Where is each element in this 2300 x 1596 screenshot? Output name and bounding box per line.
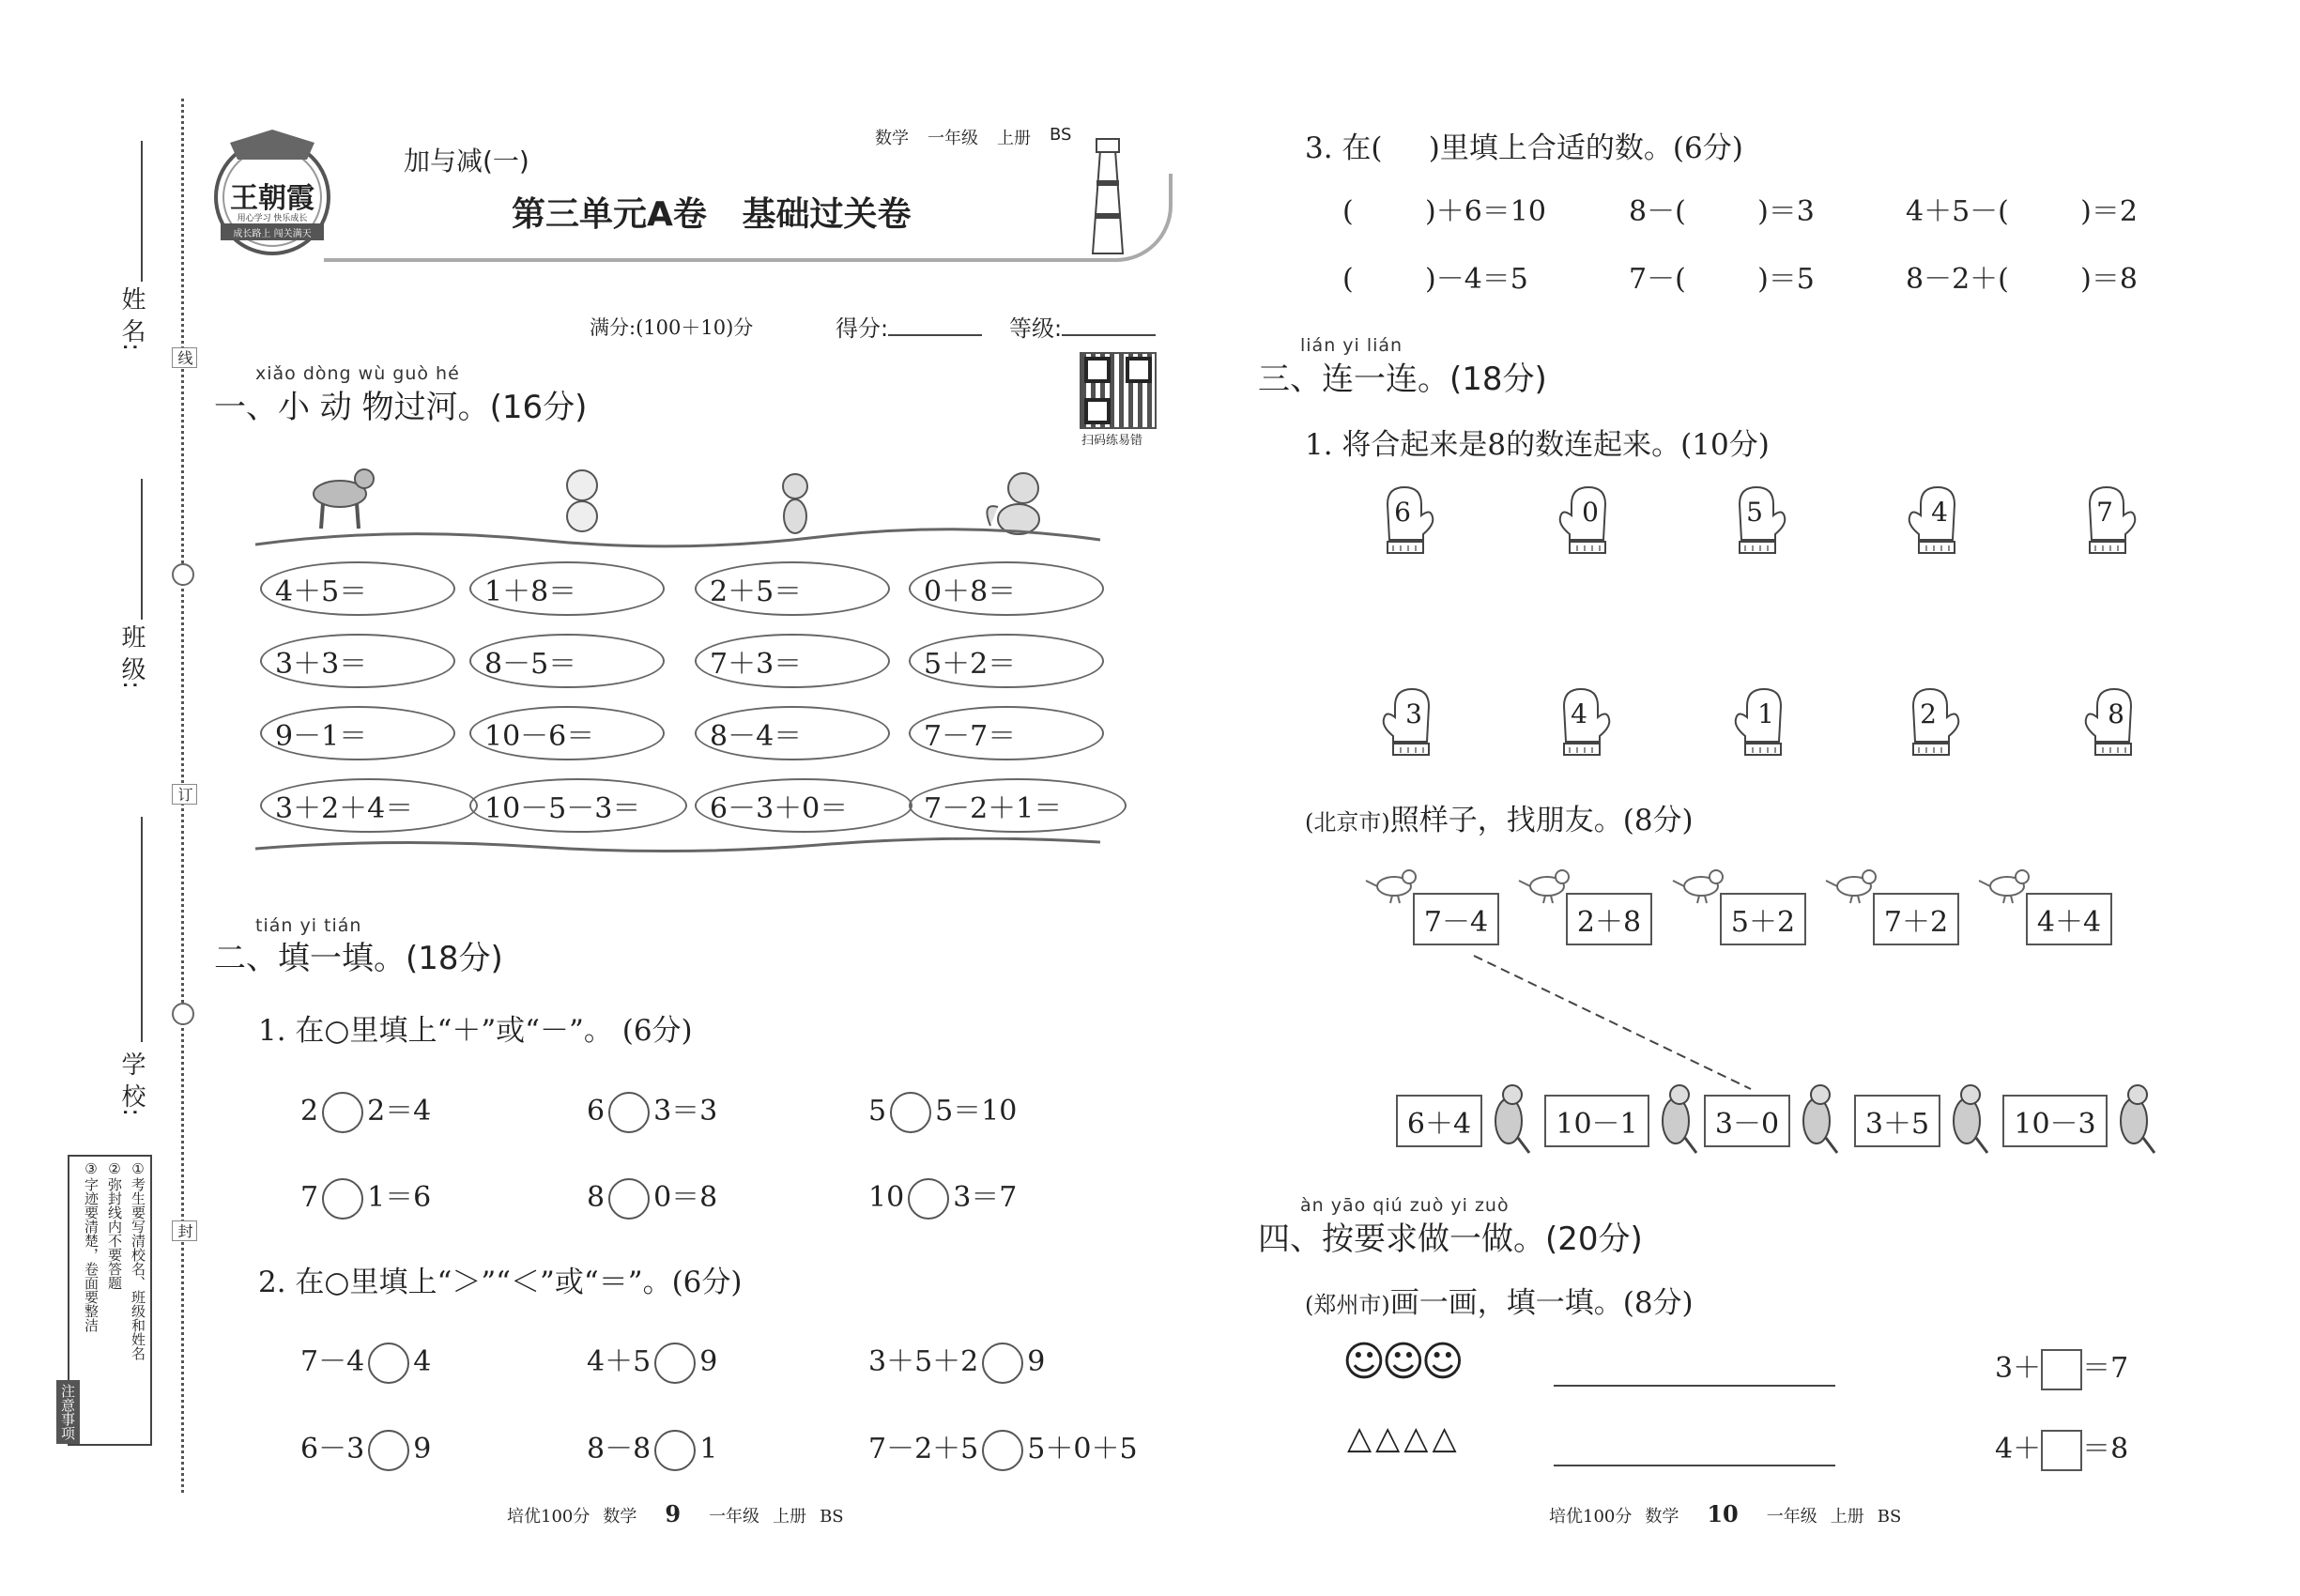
compare-circle[interactable] [982, 1343, 1023, 1384]
mitten-number: 0 [1582, 497, 1599, 528]
meta-subject: 数学 [875, 129, 909, 148]
operator-circle[interactable] [608, 1092, 650, 1133]
footer-grade: 一年级 [709, 1507, 760, 1527]
compare-equation [300, 1425, 431, 1471]
mitten-number: 3 [1405, 698, 1422, 729]
stone-expression[interactable]: 7－2＋1＝ [909, 778, 1127, 833]
equation-2: 4＋ ＝8 [1995, 1425, 2128, 1471]
blank-equation[interactable]: 8－( )＝3 [1629, 195, 1815, 228]
school-label: 学 校: [117, 1051, 146, 1117]
blank-equation[interactable]: 4＋5－( )＝2 [1906, 195, 2138, 228]
binding-hole-icon [172, 1003, 194, 1025]
triangle-icons: △△△△ [1347, 1420, 1461, 1457]
stone-expression[interactable]: 10－6＝ [469, 706, 665, 760]
binding-mark-ding: 订 [172, 784, 197, 805]
grade-label: 等级: [1009, 310, 1156, 343]
stone-expression[interactable]: 6－3＋0＝ [695, 778, 912, 833]
top-expression-box[interactable]: 7＋2 [1873, 893, 1959, 945]
s4-q1-text: (郑州市)画一画，填一填。(8分) [1305, 1286, 1694, 1320]
blank-equation[interactable]: ( )＋6＝10 [1342, 195, 1546, 228]
subject-meta [875, 125, 1071, 149]
city-tag: (北京市) [1305, 809, 1390, 836]
mitten-icon[interactable] [2082, 483, 2139, 557]
bottom-expression-box[interactable]: 3－0 [1704, 1095, 1790, 1147]
bottom-expression-box[interactable]: 10－1 [1544, 1095, 1649, 1147]
page-number: 10 [1707, 1500, 1739, 1527]
operand: 8 [587, 1181, 606, 1214]
animal-horse-icon [300, 458, 380, 533]
top-expression-box[interactable]: 4＋4 [2026, 893, 2112, 945]
blank-equation[interactable]: 7－( )＝5 [1629, 263, 1815, 296]
section4-title: 四、按要求做一做。(20分) [1258, 1220, 1643, 1258]
school-line[interactable] [141, 817, 143, 1042]
operator-circle[interactable] [322, 1092, 363, 1133]
operand: 10 [868, 1181, 905, 1214]
compare-circle[interactable] [368, 1343, 409, 1384]
compare-equation [300, 1338, 431, 1384]
section3-pinyin: lián yi lián [1300, 335, 1403, 356]
smiley-icons: ☺☺☺ [1342, 1338, 1461, 1386]
equation-1: 3＋ ＝7 [1995, 1344, 2128, 1390]
mitten-number: 7 [2096, 497, 2113, 528]
result: 3＝7 [953, 1181, 1018, 1214]
stone-expression[interactable]: 4＋5＝ [260, 561, 455, 616]
mitten-number: 8 [2108, 698, 2124, 729]
score-field[interactable] [888, 312, 982, 336]
blank-equation[interactable]: 8－2＋( )＝8 [1906, 263, 2138, 296]
operator-circle[interactable] [890, 1092, 931, 1133]
page-title: 第三单元A卷 基础过关卷 [512, 195, 912, 234]
mitten-icon[interactable] [2082, 685, 2139, 759]
stone-expression[interactable]: 7＋3＝ [695, 634, 890, 688]
draw-line-2[interactable] [1554, 1465, 1835, 1466]
section2-title: 二、填一填。(18分) [214, 940, 503, 977]
mitten-icon[interactable] [1380, 685, 1436, 759]
stone-expression[interactable]: 8－5＝ [469, 634, 665, 688]
stone-expression[interactable]: 9－1＝ [260, 706, 455, 760]
mitten-number: 2 [1920, 698, 1937, 729]
example-dashed-line [1464, 948, 1765, 1098]
section3-title: 三、连一连。(18分) [1258, 361, 1547, 398]
left-operand: 4＋5 [587, 1345, 652, 1378]
parrot-icon [1792, 1080, 1845, 1155]
operator-circle[interactable] [608, 1178, 650, 1220]
left-operand: 8－8 [587, 1433, 652, 1466]
river-top-wave [255, 526, 1100, 554]
circle-equation [868, 1087, 1017, 1133]
lighthouse-icon [1080, 131, 1136, 258]
unit-subtitle: 加与减(一) [404, 146, 529, 176]
stone-expression[interactable]: 2＋5＝ [695, 561, 890, 616]
mitten-icon[interactable] [1732, 685, 1788, 759]
right-operand: 9 [413, 1433, 432, 1466]
bottom-expression-box[interactable]: 10－3 [2002, 1095, 2108, 1147]
grade-field[interactable] [1062, 312, 1156, 336]
section1-pinyin: xiǎo dòng wù guò hé [255, 363, 460, 384]
class-line[interactable] [141, 479, 143, 620]
qr-code-icon[interactable] [1080, 352, 1157, 429]
class-label: 班 级: [117, 624, 146, 690]
operator-circle[interactable] [908, 1178, 949, 1220]
meta-grade: 一年级 [928, 129, 978, 148]
blank-equation[interactable]: ( )－4＝5 [1342, 263, 1528, 296]
s2-q3-text: 3. 在( )里填上合适的数。(6分) [1305, 131, 1743, 165]
operand: 7 [300, 1181, 319, 1214]
circle-equation [300, 1174, 431, 1220]
stone-expression[interactable]: 7－7＝ [909, 706, 1104, 760]
circle-equation [587, 1087, 717, 1133]
compare-equation [587, 1425, 717, 1471]
bottom-expression-box[interactable]: 3＋5 [1854, 1095, 1940, 1147]
mitten-icon[interactable] [1556, 685, 1613, 759]
stone-expression[interactable]: 3＋2＋4＝ [260, 778, 478, 833]
right-operand: 4 [413, 1345, 432, 1378]
mitten-number: 4 [1571, 698, 1587, 729]
footer-edition: BS [820, 1507, 844, 1527]
result: 1＝6 [367, 1181, 432, 1214]
operator-circle[interactable] [322, 1178, 363, 1220]
answer-box[interactable] [2041, 1349, 2082, 1390]
binding-mark-xian: 线 [172, 347, 197, 368]
mitten-icon[interactable] [1906, 483, 1962, 557]
footer-left [507, 1500, 844, 1527]
compare-equation [868, 1425, 1138, 1471]
result: 2＝4 [367, 1095, 432, 1128]
footer-term: 上册 [1830, 1507, 1864, 1527]
footer-grade: 一年级 [1766, 1507, 1817, 1527]
notice-title: 注意事项 [56, 1380, 80, 1444]
left-operand: 7－2＋5 [868, 1433, 979, 1466]
mitten-icon[interactable] [1906, 685, 1962, 759]
notice-box [59, 1155, 152, 1446]
right-operand: 9 [699, 1345, 718, 1378]
s2-q1-text: 1. 在○里填上“＋”或“－”。 (6分) [258, 1014, 693, 1048]
river-bottom-wave [255, 837, 1100, 866]
result: 0＝8 [653, 1181, 718, 1214]
section4-pinyin: àn yāo qiú zuò yi zuò [1300, 1195, 1510, 1216]
mitten-number: 5 [1746, 497, 1763, 528]
name-label: 姓 名: [117, 286, 146, 352]
s2-q2-text: 2. 在○里填上“＞”“＜”或“＝”。(6分) [258, 1266, 743, 1299]
stone-expression[interactable]: 3＋3＝ [260, 634, 455, 688]
footer-subject: 数学 [603, 1507, 637, 1527]
parrot-icon [1942, 1080, 1995, 1155]
compare-circle[interactable] [982, 1430, 1023, 1471]
stone-expression[interactable]: 1＋8＝ [469, 561, 665, 616]
operand: 6 [587, 1095, 606, 1128]
mitten-icon[interactable] [1380, 483, 1436, 557]
compare-circle[interactable] [368, 1430, 409, 1471]
compare-circle[interactable] [654, 1343, 696, 1384]
footer-book: 培优100分 [507, 1507, 590, 1527]
footer-book: 培优100分 [1549, 1507, 1633, 1527]
notice-item: ②弥封线内不要答题 [106, 1160, 123, 1290]
meta-term: 上册 [997, 129, 1031, 148]
result: 5＝10 [935, 1095, 1018, 1128]
mitten-number: 6 [1394, 497, 1411, 528]
notice-item: ③字迹要清楚，卷面要整洁 [83, 1160, 100, 1332]
footer-right [1549, 1500, 1901, 1527]
parrot-icon [2109, 1080, 2162, 1155]
answer-box[interactable] [2041, 1430, 2082, 1471]
result: 3＝3 [653, 1095, 718, 1128]
page-number: 9 [665, 1500, 682, 1527]
top-expression-box[interactable]: 2＋8 [1566, 893, 1652, 945]
right-operand: 9 [1027, 1345, 1046, 1378]
brand-name: 王朝霞 [230, 182, 314, 215]
bottom-expression-box[interactable]: 6＋4 [1396, 1095, 1482, 1147]
stone-expression[interactable]: 5＋2＝ [909, 634, 1104, 688]
right-operand: 5＋0＋5 [1027, 1433, 1138, 1466]
operand: 5 [868, 1095, 887, 1128]
brand-tagline: 用心学习 快乐成长 [237, 214, 308, 223]
mitten-number: 1 [1757, 698, 1774, 729]
footer-term: 上册 [773, 1507, 807, 1527]
compare-circle[interactable] [654, 1430, 696, 1471]
s3-q2-text: (北京市)照样子，找朋友。(8分) [1305, 804, 1694, 837]
circle-equation [587, 1174, 717, 1220]
s3-q1-text: 1. 将合起来是8的数连起来。(10分) [1305, 428, 1770, 462]
brand-tagline: 成长路上 闯关满天 [233, 229, 312, 239]
mitten-icon[interactable] [1556, 483, 1613, 557]
left-operand: 7－4 [300, 1345, 365, 1378]
footer-edition: BS [1877, 1507, 1902, 1527]
score-label: 得分: [836, 310, 982, 343]
stone-expression[interactable]: 10－5－3＝ [469, 778, 687, 833]
binding-hole-icon [172, 563, 194, 586]
left-operand: 6－3 [300, 1433, 365, 1466]
draw-line-1[interactable] [1554, 1385, 1835, 1387]
top-expression-box[interactable]: 7－4 [1413, 893, 1499, 945]
top-expression-box[interactable]: 5＋2 [1720, 893, 1806, 945]
city-tag: (郑州市) [1305, 1292, 1390, 1318]
mitten-icon[interactable] [1732, 483, 1788, 557]
right-operand: 1 [699, 1433, 718, 1466]
operand: 2 [300, 1095, 319, 1128]
circle-equation [300, 1087, 431, 1133]
compare-equation [587, 1338, 717, 1384]
qr-caption: 扫码练易错 [1081, 434, 1143, 448]
stone-expression[interactable]: 0＋8＝ [909, 561, 1104, 616]
stone-expression[interactable]: 8－4＝ [695, 706, 890, 760]
notice-item: ①考生要写清校名、班级和姓名 [130, 1160, 146, 1360]
brand-logo [202, 122, 343, 263]
section1-title: 一、小 动 物过河。(16分) [214, 389, 588, 426]
score-full: 满分:(100＋10)分 [590, 316, 754, 339]
animal-dog-icon [554, 465, 610, 535]
circle-equation [868, 1174, 1017, 1220]
mitten-number: 4 [1931, 497, 1948, 528]
binding-mark-feng: 封 [172, 1220, 197, 1241]
compare-equation [868, 1338, 1045, 1384]
footer-subject: 数学 [1645, 1507, 1679, 1527]
section2-pinyin: tián yi tián [255, 915, 362, 936]
left-operand: 3＋5＋2 [868, 1345, 979, 1378]
name-line[interactable] [141, 141, 143, 282]
meta-edition: BS [1050, 125, 1072, 145]
